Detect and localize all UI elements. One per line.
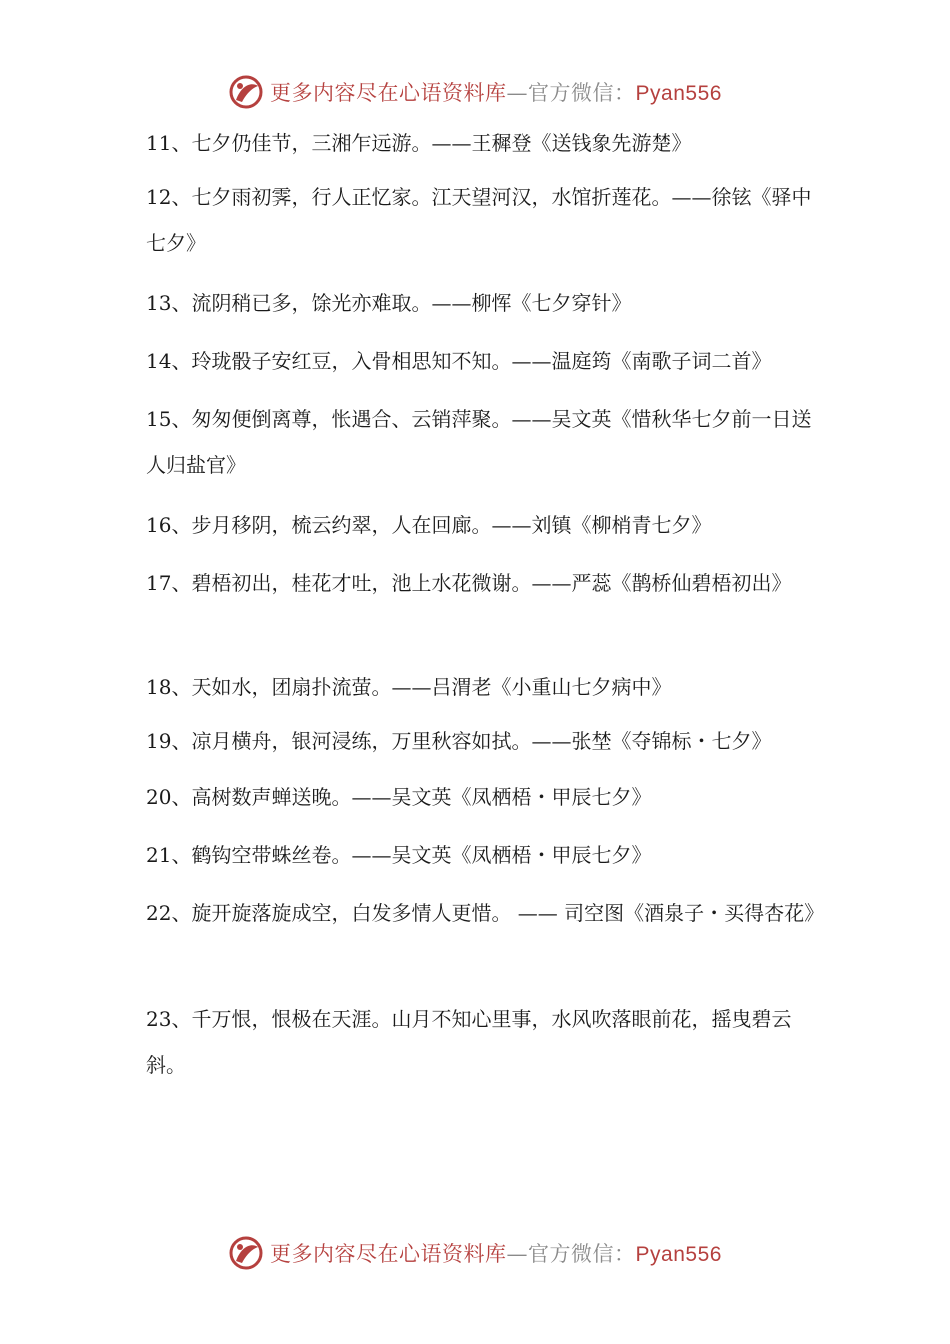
footer-banner: [0, 1233, 950, 1273]
list-item: 12、七夕雨初霁，行人正忆家。江天望河汉，水馆折莲花。——徐铉《驿中七夕》: [146, 185, 812, 255]
list-item: 23、千万恨，恨极在天涯。山月不知心里事，水风吹落眼前花，摇曳碧云斜。: [146, 1007, 792, 1077]
brand-logo-icon: [228, 74, 264, 110]
header-banner: [0, 72, 950, 112]
header-slogan: 更多内容尽在心语资料库: [270, 81, 507, 105]
header-banner-text: [270, 77, 722, 107]
list-item: 21、鹤钩空带蛛丝卷。——吴文英《凤栖梧・甲辰七夕》: [146, 843, 652, 867]
list-item: 19、凉月横舟，银河浸练，万里秋容如拭。——张埜《夺锦标・七夕》: [146, 729, 772, 753]
footer-slogan: 更多内容尽在心语资料库: [270, 1242, 507, 1266]
list-item: 17、碧梧初出，桂花才吐，池上水花微谢。——严蕊《鹊桥仙碧梧初出》: [146, 571, 792, 595]
footer-dash: —: [506, 1242, 529, 1266]
list-item: 22、旋开旋落旋成空，白发多情人更惜。 —— 司空图《酒泉子・买得杏花》: [146, 901, 825, 925]
list-item: 11、七夕仍佳节，三湘乍远游。——王穉登《送钱象先游楚》: [146, 131, 692, 155]
header-dash: —: [506, 81, 529, 105]
list-item: 16、步月移阴，梳云约翠，人在回廊。——刘镇《柳梢青七夕》: [146, 513, 712, 537]
list-item: 14、玲珑骰子安红豆，入骨相思知不知。——温庭筠《南歌子词二首》: [146, 349, 772, 373]
list-item: 18、天如水，团扇扑流萤。——吕渭老《小重山七夕病中》: [146, 675, 672, 699]
list-item: 13、流阴稍已多，馀光亦难取。——柳恽《七夕穿针》: [146, 291, 632, 315]
footer-wechat-id: Pyan556: [635, 1243, 722, 1266]
header-wechat-label: 官方微信：: [528, 81, 636, 105]
footer-wechat-label: 官方微信：: [528, 1242, 636, 1266]
header-wechat-id: Pyan556: [635, 82, 722, 105]
footer-banner-text: [270, 1238, 722, 1268]
list-item: 15、匆匆便倒离尊，怅遇合、云销萍聚。——吴文英《惜秋华七夕前一日送人归盐官》: [146, 407, 812, 477]
list-item: 20、高树数声蝉送晚。——吴文英《凤栖梧・甲辰七夕》: [146, 785, 652, 809]
brand-logo-icon: [228, 1235, 264, 1271]
